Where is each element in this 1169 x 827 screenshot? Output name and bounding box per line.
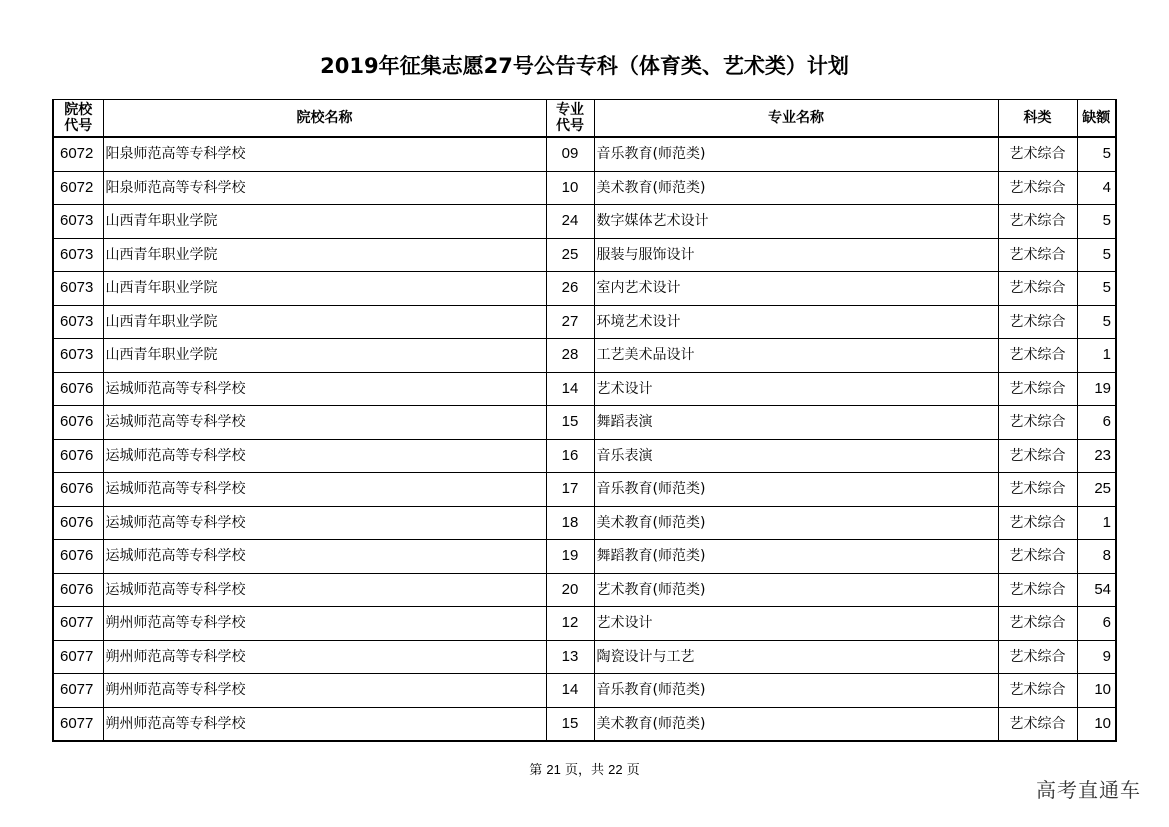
table-row [53,640,1116,674]
table-row [53,707,1116,741]
cell-major-name: 音乐教育(师范类) [594,473,998,507]
cell-major-code: 15 [546,406,594,440]
cell-major-code: 28 [546,339,594,373]
cell-major-code: 25 [546,238,594,272]
table-row [53,171,1116,205]
cell-category: 艺术综合 [998,607,1077,641]
cell-major-name: 舞蹈表演 [594,406,998,440]
footer-prefix: 第 [529,762,543,777]
cell-school-code: 6076 [53,506,103,540]
table-row [53,339,1116,373]
cell-school-code: 6072 [53,171,103,205]
cell-major-name: 美术教育(师范类) [594,171,998,205]
cell-major-name: 环境艺术设计 [594,305,998,339]
table-row [53,607,1116,641]
cell-school-name: 阳泉师范高等专科学校 [103,137,546,171]
cell-vacancy: 4 [1077,171,1116,205]
cell-school-name: 阳泉师范高等专科学校 [103,171,546,205]
page-footer [0,759,1169,778]
cell-major-code: 12 [546,607,594,641]
cell-vacancy: 10 [1077,707,1116,741]
cell-school-code: 6077 [53,707,103,741]
table-row [53,473,1116,507]
cell-school-code: 6076 [53,372,103,406]
cell-school-code: 6076 [53,439,103,473]
cell-major-name: 艺术设计 [594,372,998,406]
cell-major-name: 艺术设计 [594,607,998,641]
cell-major-name: 工艺美术品设计 [594,339,998,373]
footer-suffix: 页 [626,762,640,777]
header-school-name: 院校名称 [103,100,546,138]
cell-major-name: 数字媒体艺术设计 [594,205,998,239]
cell-vacancy: 6 [1077,406,1116,440]
table-row [53,439,1116,473]
footer-total-pages: 22 [608,762,623,777]
footer-page-number: 21 [546,762,561,777]
table-row [53,205,1116,239]
cell-vacancy: 5 [1077,205,1116,239]
table-row [53,573,1116,607]
cell-category: 艺术综合 [998,171,1077,205]
cell-vacancy: 54 [1077,573,1116,607]
cell-school-name: 运城师范高等专科学校 [103,573,546,607]
cell-vacancy: 9 [1077,640,1116,674]
cell-major-code: 13 [546,640,594,674]
footer-middle: 页，共 [564,762,604,777]
cell-school-name: 朔州师范高等专科学校 [103,674,546,708]
cell-major-code: 26 [546,272,594,306]
cell-category: 艺术综合 [998,573,1077,607]
cell-category: 艺术综合 [998,205,1077,239]
cell-school-name: 山西青年职业学院 [103,305,546,339]
cell-school-code: 6077 [53,640,103,674]
cell-major-name: 美术教育(师范类) [594,506,998,540]
cell-school-code: 6073 [53,205,103,239]
header-category: 科类 [998,100,1077,138]
header-major-code: 专业代号 [546,100,594,138]
cell-school-name: 山西青年职业学院 [103,272,546,306]
cell-major-code: 10 [546,171,594,205]
table-row [53,406,1116,440]
cell-major-code: 14 [546,674,594,708]
cell-vacancy: 25 [1077,473,1116,507]
cell-vacancy: 5 [1077,305,1116,339]
cell-vacancy: 6 [1077,607,1116,641]
cell-major-name: 服装与服饰设计 [594,238,998,272]
cell-major-code: 18 [546,506,594,540]
cell-major-name: 室内艺术设计 [594,272,998,306]
table-row [53,238,1116,272]
cell-category: 艺术综合 [998,506,1077,540]
cell-category: 艺术综合 [998,640,1077,674]
cell-school-name: 山西青年职业学院 [103,238,546,272]
cell-school-code: 6073 [53,339,103,373]
cell-category: 艺术综合 [998,473,1077,507]
cell-major-code: 16 [546,439,594,473]
cell-vacancy: 5 [1077,137,1116,171]
cell-vacancy: 8 [1077,540,1116,574]
table-row [53,540,1116,574]
cell-major-name: 音乐教育(师范类) [594,674,998,708]
cell-vacancy: 5 [1077,238,1116,272]
table-body [53,137,1116,741]
cell-vacancy: 10 [1077,674,1116,708]
cell-major-code: 17 [546,473,594,507]
cell-school-name: 运城师范高等专科学校 [103,372,546,406]
cell-vacancy: 19 [1077,372,1116,406]
cell-major-code: 19 [546,540,594,574]
enrollment-plan-table [52,99,1117,742]
table-row [53,674,1116,708]
cell-school-code: 6076 [53,540,103,574]
cell-major-code: 27 [546,305,594,339]
cell-category: 艺术综合 [998,238,1077,272]
cell-school-name: 山西青年职业学院 [103,205,546,239]
watermark: 高考直通车 [1036,778,1141,802]
cell-major-code: 09 [546,137,594,171]
cell-school-code: 6077 [53,674,103,708]
cell-major-code: 24 [546,205,594,239]
cell-major-code: 15 [546,707,594,741]
table-row [53,305,1116,339]
table-row [53,272,1116,306]
cell-category: 艺术综合 [998,137,1077,171]
cell-school-code: 6077 [53,607,103,641]
cell-category: 艺术综合 [998,339,1077,373]
cell-school-code: 6076 [53,573,103,607]
header-vacancy: 缺额 [1077,100,1116,138]
cell-vacancy: 1 [1077,506,1116,540]
cell-school-name: 运城师范高等专科学校 [103,540,546,574]
cell-major-code: 14 [546,372,594,406]
cell-school-name: 运城师范高等专科学校 [103,506,546,540]
cell-major-name: 音乐教育(师范类) [594,137,998,171]
cell-category: 艺术综合 [998,272,1077,306]
table-header-row [53,100,1116,138]
cell-major-name: 艺术教育(师范类) [594,573,998,607]
cell-school-name: 山西青年职业学院 [103,339,546,373]
cell-school-name: 朔州师范高等专科学校 [103,707,546,741]
cell-school-code: 6076 [53,473,103,507]
cell-school-name: 运城师范高等专科学校 [103,473,546,507]
cell-school-name: 朔州师范高等专科学校 [103,607,546,641]
cell-major-name: 美术教育(师范类) [594,707,998,741]
header-major-name: 专业名称 [594,100,998,138]
cell-category: 艺术综合 [998,372,1077,406]
cell-vacancy: 23 [1077,439,1116,473]
cell-school-code: 6076 [53,406,103,440]
table-row [53,137,1116,171]
cell-school-code: 6073 [53,305,103,339]
cell-school-code: 6073 [53,238,103,272]
cell-major-code: 20 [546,573,594,607]
cell-category: 艺术综合 [998,707,1077,741]
cell-major-name: 陶瓷设计与工艺 [594,640,998,674]
cell-category: 艺术综合 [998,540,1077,574]
cell-category: 艺术综合 [998,674,1077,708]
cell-category: 艺术综合 [998,406,1077,440]
cell-vacancy: 1 [1077,339,1116,373]
table-row [53,506,1116,540]
cell-category: 艺术综合 [998,439,1077,473]
cell-major-name: 音乐表演 [594,439,998,473]
cell-school-name: 运城师范高等专科学校 [103,406,546,440]
cell-category: 艺术综合 [998,305,1077,339]
header-school-code: 院校代号 [53,100,103,138]
cell-school-code: 6073 [53,272,103,306]
table-row [53,372,1116,406]
cell-school-code: 6072 [53,137,103,171]
cell-major-name: 舞蹈教育(师范类) [594,540,998,574]
cell-school-name: 运城师范高等专科学校 [103,439,546,473]
cell-vacancy: 5 [1077,272,1116,306]
page-title: 2019年征集志愿27号公告专科（体育类、艺术类）计划 [320,54,849,78]
cell-school-name: 朔州师范高等专科学校 [103,640,546,674]
